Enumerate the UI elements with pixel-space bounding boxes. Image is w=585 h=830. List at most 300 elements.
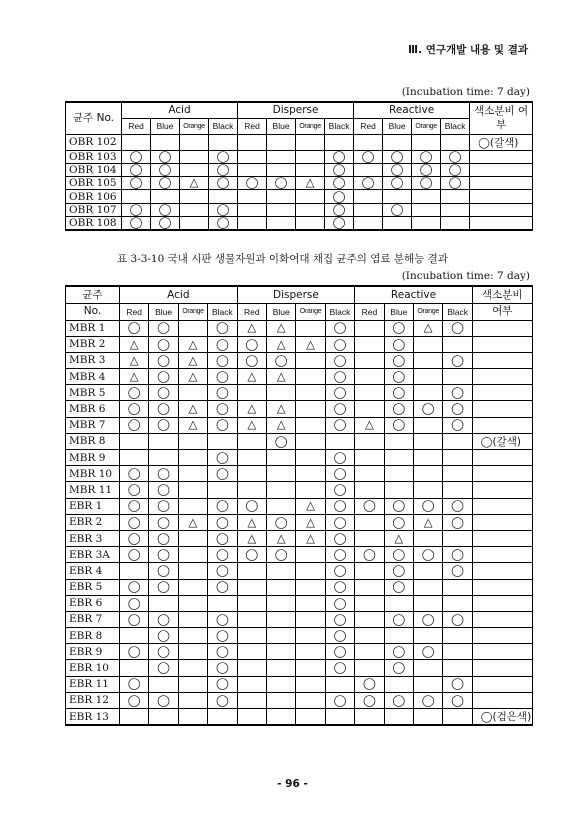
pigment-secretion-cell: ◯(검은색) — [472, 709, 532, 726]
result-cell: ◯ — [443, 401, 472, 417]
strain-name: MBR 4 — [66, 369, 120, 385]
pigment-secretion-cell — [472, 644, 532, 660]
strain-name: EBR 12 — [66, 692, 120, 708]
result-cell: ◯ — [151, 150, 180, 163]
result-cell — [384, 595, 413, 611]
result-cell — [384, 433, 413, 449]
result-cell — [237, 563, 266, 579]
result-cell — [355, 579, 384, 595]
result-cell — [383, 190, 412, 203]
result-cell — [296, 134, 325, 150]
result-cell: △ — [237, 369, 266, 385]
pigment-secretion-cell — [470, 190, 533, 203]
strain-name: MBR 8 — [66, 433, 120, 449]
result-cell — [178, 660, 207, 676]
pigment-secretion-cell — [472, 514, 532, 530]
strain-name: OBR 108 — [66, 216, 122, 230]
pigment-secretion-cell — [472, 579, 532, 595]
result-cell — [441, 216, 470, 230]
table-row — [66, 514, 533, 530]
result-cell — [414, 595, 443, 611]
strain-name: EBR 13 — [66, 709, 120, 726]
result-cell — [443, 579, 472, 595]
result-cell — [237, 433, 266, 449]
result-cell: ◯ — [208, 644, 237, 660]
result-cell — [267, 628, 296, 644]
result-cell: ◯ — [325, 336, 354, 352]
result-cell — [237, 466, 266, 482]
pigment-secretion-cell — [472, 498, 532, 514]
result-cell: ◯ — [325, 385, 354, 401]
result-cell — [267, 709, 296, 726]
dye-header-orange: Orange — [178, 303, 207, 320]
result-cell: △ — [296, 498, 325, 514]
table-row — [66, 433, 533, 449]
result-cell — [178, 547, 207, 563]
result-cell — [237, 660, 266, 676]
result-cell — [237, 385, 266, 401]
result-cell: ◯ — [149, 482, 178, 498]
result-cell — [296, 676, 325, 692]
dye-header-blue: Blue — [383, 118, 412, 134]
result-cell: ◯ — [267, 177, 296, 190]
result-cell: ◯ — [414, 498, 443, 514]
result-cell — [443, 660, 472, 676]
result-cell: ◯ — [384, 692, 413, 708]
result-cell — [355, 433, 384, 449]
strain-name: EBR 5 — [66, 579, 120, 595]
result-cell: ◯ — [325, 498, 354, 514]
dye-header-red: Red — [122, 118, 151, 134]
result-cell: ◯ — [414, 611, 443, 627]
strain-header-top: 균주 — [66, 286, 120, 303]
result-cell — [443, 336, 472, 352]
result-cell: △ — [180, 177, 209, 190]
result-cell — [178, 676, 207, 692]
result-cell — [122, 190, 151, 203]
table-row — [66, 676, 533, 692]
result-cell — [267, 498, 296, 514]
result-cell: ◯ — [325, 177, 354, 190]
result-cell: ◯ — [120, 547, 149, 563]
result-cell — [355, 482, 384, 498]
result-cell: ◯ — [267, 433, 296, 449]
result-cell: ◯ — [384, 352, 413, 368]
result-cell — [151, 134, 180, 150]
result-cell: ◯ — [120, 466, 149, 482]
result-cell: ◯ — [149, 563, 178, 579]
result-cell: ◯ — [325, 692, 354, 708]
result-cell: ◯ — [122, 163, 151, 176]
result-cell: ◯ — [209, 203, 238, 216]
result-cell: ◯ — [208, 692, 237, 708]
result-cell — [443, 466, 472, 482]
dye-header-orange: Orange — [296, 303, 325, 320]
result-cell: ◯ — [384, 644, 413, 660]
result-cell: ◯ — [149, 336, 178, 352]
strain-name: EBR 6 — [66, 595, 120, 611]
result-cell: ◯ — [149, 514, 178, 530]
result-cell — [237, 628, 266, 644]
result-cell — [267, 134, 296, 150]
result-cell: △ — [120, 336, 149, 352]
result-cell: ◯ — [384, 417, 413, 433]
dye-header-red: Red — [238, 118, 267, 134]
dye-header-black: Black — [208, 303, 237, 320]
result-cell — [237, 482, 266, 498]
result-cell: △ — [267, 336, 296, 352]
result-cell — [355, 530, 384, 546]
result-cell — [325, 433, 354, 449]
result-cell — [296, 417, 325, 433]
result-cell — [414, 676, 443, 692]
result-cell: △ — [237, 417, 266, 433]
result-cell — [208, 433, 237, 449]
result-cell — [178, 579, 207, 595]
result-cell — [384, 676, 413, 692]
result-cell: △ — [178, 514, 207, 530]
pigment-secretion-cell: ◯(갈색) — [470, 134, 533, 150]
dye-header-red: Red — [355, 303, 384, 320]
result-cell — [296, 320, 325, 336]
dye-header-blue: Blue — [151, 118, 180, 134]
result-cell — [296, 579, 325, 595]
table-row — [66, 709, 533, 726]
result-cell: ◯ — [120, 611, 149, 627]
strain-name: OBR 103 — [66, 150, 122, 163]
pigment-secretion-cell — [472, 692, 532, 708]
result-cell — [441, 134, 470, 150]
pigment-secretion-cell — [472, 676, 532, 692]
result-cell — [355, 611, 384, 627]
strain-name: MBR 6 — [66, 401, 120, 417]
result-cell: ◯ — [120, 644, 149, 660]
result-cell: ◯ — [149, 692, 178, 708]
result-cell — [354, 190, 383, 203]
dye-header-black: Black — [325, 118, 354, 134]
result-cell: △ — [237, 401, 266, 417]
result-cell — [414, 450, 443, 466]
table-row — [66, 401, 533, 417]
result-cell: △ — [237, 530, 266, 546]
strain-name: OBR 106 — [66, 190, 122, 203]
pigment-secretion-cell — [472, 466, 532, 482]
table-row — [66, 385, 533, 401]
result-cell — [237, 611, 266, 627]
result-cell: △ — [296, 530, 325, 546]
table-row — [66, 417, 533, 433]
group-header-disperse: Disperse — [238, 102, 354, 118]
result-cell: ◯ — [120, 498, 149, 514]
result-cell: ◯ — [325, 514, 354, 530]
result-cell — [267, 692, 296, 708]
result-cell — [354, 203, 383, 216]
result-cell — [267, 216, 296, 230]
result-cell: ◯ — [383, 150, 412, 163]
result-cell — [120, 563, 149, 579]
result-cell — [149, 433, 178, 449]
result-cell — [354, 134, 383, 150]
table-row — [66, 190, 533, 203]
pigment-secretion-cell — [472, 547, 532, 563]
result-cell — [355, 320, 384, 336]
result-cell — [414, 579, 443, 595]
result-cell: ◯ — [208, 628, 237, 644]
result-cell: ◯ — [208, 660, 237, 676]
result-cell — [180, 216, 209, 230]
result-cell — [267, 190, 296, 203]
dye-header-black: Black — [325, 303, 354, 320]
result-cell: ◯ — [122, 203, 151, 216]
strain-name: EBR 9 — [66, 644, 120, 660]
group-header-disperse: Disperse — [237, 286, 355, 303]
result-cell: ◯ — [267, 547, 296, 563]
result-cell — [178, 433, 207, 449]
pigment-secretion-cell — [472, 595, 532, 611]
result-cell — [414, 466, 443, 482]
result-cell — [355, 450, 384, 466]
result-cell: ◯ — [237, 336, 266, 352]
result-cell — [296, 369, 325, 385]
result-cell — [267, 563, 296, 579]
result-cell: ◯ — [325, 150, 354, 163]
result-cell — [180, 134, 209, 150]
result-cell: ◯ — [149, 352, 178, 368]
result-cell: △ — [296, 177, 325, 190]
result-cell: ◯ — [355, 692, 384, 708]
result-cell — [238, 163, 267, 176]
group-header-acid: Acid — [122, 102, 238, 118]
result-cell: ◯ — [120, 401, 149, 417]
strain-name: OBR 107 — [66, 203, 122, 216]
result-cell — [355, 709, 384, 726]
result-cell — [443, 482, 472, 498]
result-cell — [414, 417, 443, 433]
result-cell — [443, 709, 472, 726]
result-cell: ◯ — [325, 163, 354, 176]
result-cell: ◯ — [443, 385, 472, 401]
result-cell: ◯ — [383, 177, 412, 190]
result-cell — [414, 709, 443, 726]
result-cell — [178, 644, 207, 660]
result-cell: ◯ — [325, 563, 354, 579]
result-cell — [237, 579, 266, 595]
result-cell: ◯ — [443, 692, 472, 708]
pigment-secretion-cell — [472, 385, 532, 401]
result-cell — [238, 150, 267, 163]
result-cell — [178, 482, 207, 498]
result-cell — [355, 466, 384, 482]
dye-header-red: Red — [354, 118, 383, 134]
result-cell: △ — [267, 417, 296, 433]
table-row — [66, 530, 533, 546]
result-cell — [178, 466, 207, 482]
result-cell — [296, 644, 325, 660]
pigment-secretion-header-bottom: 여부 — [472, 303, 532, 320]
result-cell — [412, 134, 441, 150]
group-header-acid: Acid — [120, 286, 238, 303]
result-cell: ◯ — [325, 417, 354, 433]
result-cell: ◯ — [325, 401, 354, 417]
result-cell: ◯ — [151, 203, 180, 216]
pigment-secretion-cell — [472, 628, 532, 644]
result-cell: ◯ — [149, 385, 178, 401]
result-cell: ◯ — [149, 401, 178, 417]
result-cell: ◯ — [149, 466, 178, 482]
result-cell: ◯ — [355, 498, 384, 514]
result-cell: ◯ — [267, 352, 296, 368]
result-cell: ◯ — [325, 628, 354, 644]
result-cell — [178, 595, 207, 611]
result-cell: ◯ — [325, 595, 354, 611]
result-cell: ◯ — [325, 530, 354, 546]
result-cell: ◯ — [325, 660, 354, 676]
result-cell: ◯ — [384, 547, 413, 563]
result-cell: ◯ — [443, 352, 472, 368]
dye-header-black: Black — [209, 118, 238, 134]
result-cell: ◯ — [412, 150, 441, 163]
result-cell: ◯ — [325, 203, 354, 216]
result-cell: ◯ — [149, 498, 178, 514]
result-cell — [354, 216, 383, 230]
result-cell — [267, 450, 296, 466]
table-row — [66, 203, 533, 216]
result-cell — [355, 644, 384, 660]
result-cell — [296, 450, 325, 466]
result-cell: ◯ — [208, 547, 237, 563]
strain-name: OBR 102 — [66, 134, 122, 150]
result-cell: ◯ — [120, 530, 149, 546]
result-cell — [296, 203, 325, 216]
result-cell — [238, 134, 267, 150]
result-cell: ◯ — [384, 660, 413, 676]
table-row — [66, 482, 533, 498]
result-cell: ◯ — [149, 628, 178, 644]
result-cell — [355, 369, 384, 385]
result-cell: ◯ — [412, 177, 441, 190]
pigment-secretion-cell — [472, 530, 532, 546]
strain-header: 균주 No. — [66, 102, 122, 134]
result-cell — [180, 190, 209, 203]
table-row — [66, 628, 533, 644]
dye-header-red: Red — [120, 303, 149, 320]
result-cell — [383, 134, 412, 150]
pigment-secretion-cell — [472, 401, 532, 417]
table-row — [66, 595, 533, 611]
result-cell — [178, 692, 207, 708]
result-cell: ◯ — [120, 692, 149, 708]
result-cell: ◯ — [122, 150, 151, 163]
strain-name: MBR 9 — [66, 450, 120, 466]
result-cell — [441, 203, 470, 216]
result-cell: ◯ — [325, 466, 354, 482]
pigment-secretion-cell — [472, 563, 532, 579]
table1-incubation-note: (Incubation time: 7 day) — [401, 86, 530, 98]
result-cell: △ — [237, 514, 266, 530]
result-cell: ◯ — [414, 547, 443, 563]
result-cell — [296, 692, 325, 708]
result-cell: ◯ — [208, 401, 237, 417]
result-cell: ◯ — [149, 369, 178, 385]
result-cell: △ — [178, 401, 207, 417]
result-cell — [237, 709, 266, 726]
result-cell — [296, 190, 325, 203]
result-cell: △ — [414, 320, 443, 336]
result-cell: ◯ — [325, 644, 354, 660]
result-cell: ◯ — [384, 563, 413, 579]
pigment-secretion-cell — [472, 352, 532, 368]
result-cell — [208, 595, 237, 611]
result-cell — [384, 709, 413, 726]
table-row — [66, 579, 533, 595]
result-cell — [414, 563, 443, 579]
result-cell — [443, 628, 472, 644]
strain-name: EBR 4 — [66, 563, 120, 579]
result-cell: ◯ — [414, 644, 443, 660]
pigment-secretion-cell — [472, 320, 532, 336]
result-cell — [209, 190, 238, 203]
result-cell — [178, 628, 207, 644]
result-cell — [178, 530, 207, 546]
result-cell: ◯ — [384, 369, 413, 385]
result-cell — [354, 163, 383, 176]
result-cell: △ — [178, 352, 207, 368]
result-cell — [355, 514, 384, 530]
table-row — [66, 336, 533, 352]
result-cell: ◯ — [384, 514, 413, 530]
result-cell: ◯ — [149, 611, 178, 627]
result-cell: ◯ — [267, 514, 296, 530]
result-cell — [296, 352, 325, 368]
page-number: - 96 - — [277, 778, 308, 790]
table-row — [66, 660, 533, 676]
result-cell: ◯ — [122, 216, 151, 230]
result-cell — [414, 660, 443, 676]
table-row — [66, 466, 533, 482]
result-cell — [384, 628, 413, 644]
result-cell: ◯ — [149, 320, 178, 336]
result-cell: △ — [237, 320, 266, 336]
table-caption: 표 3-3-10 국내 시판 생물자원과 이화여대 채집 균주의 염료 분해능 결과 — [117, 253, 448, 265]
dye-header-black: Black — [441, 118, 470, 134]
result-cell — [443, 644, 472, 660]
result-cell — [355, 660, 384, 676]
table-row — [66, 177, 533, 190]
result-cell — [178, 498, 207, 514]
result-cell — [384, 450, 413, 466]
result-cell: ◯ — [238, 177, 267, 190]
group-header-reactive: Reactive — [354, 102, 470, 118]
result-cell: ◯ — [325, 547, 354, 563]
table-row — [66, 611, 533, 627]
dye-header-blue: Blue — [267, 118, 296, 134]
result-cell — [296, 611, 325, 627]
result-cell — [443, 369, 472, 385]
table-row — [66, 547, 533, 563]
pigment-secretion-cell — [470, 177, 533, 190]
result-cell — [414, 385, 443, 401]
result-cell — [267, 660, 296, 676]
result-cell — [414, 628, 443, 644]
result-cell: ◯ — [208, 417, 237, 433]
table-row — [66, 216, 533, 230]
result-cell — [267, 644, 296, 660]
result-cell — [414, 352, 443, 368]
result-cell: ◯ — [237, 498, 266, 514]
result-cell — [355, 595, 384, 611]
result-cell — [296, 547, 325, 563]
result-cell: ◯ — [149, 660, 178, 676]
